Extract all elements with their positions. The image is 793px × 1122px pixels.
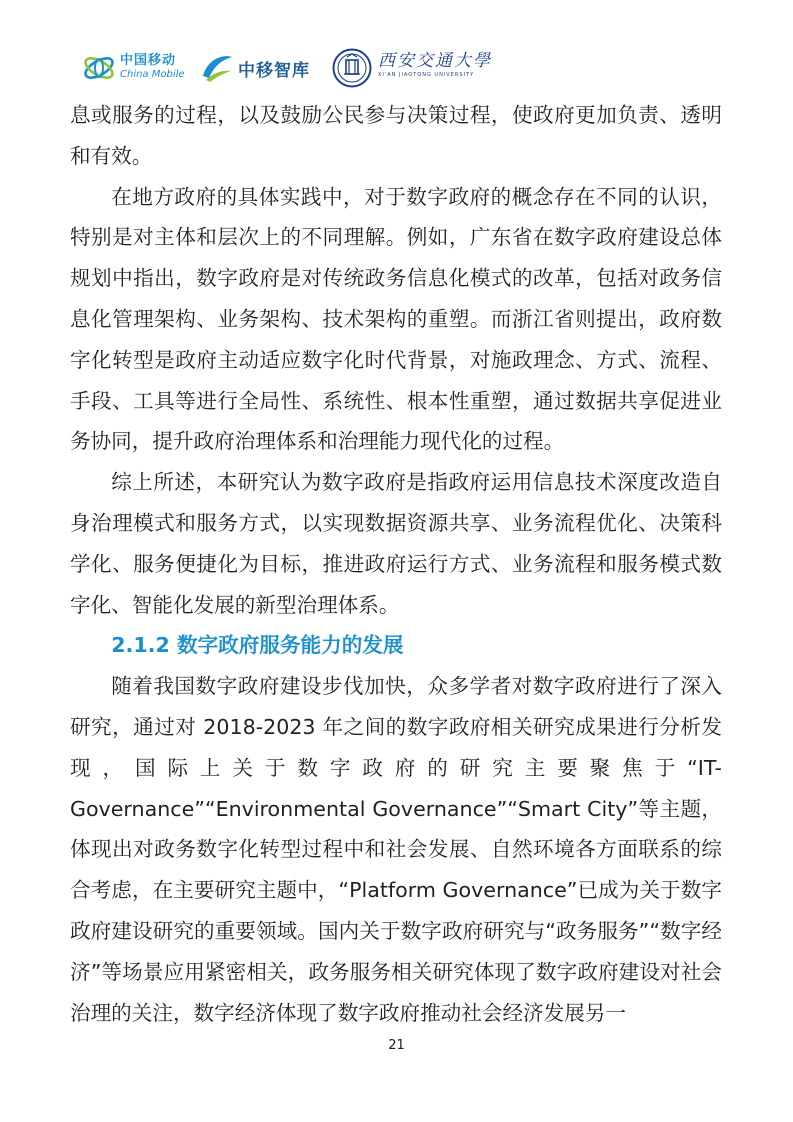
xjtu-wordmark xyxy=(378,51,492,82)
paragraph-summary: 综上所述，本研究认为数字政府是指政府运用信息技术深度改造自身治理模式和服务方式，以实现数据资源共享、业务流程优化、决策科学化、服务便捷化为目标，推进政府运行方式、业务流程和服务模式数字化、智能化发展的新型治理体系。 xyxy=(70,470,722,617)
leaf-swoosh-icon xyxy=(200,54,234,82)
paragraph-local-practice: 在地方政府的具体实践中，对于数字政府的概念存在不同的认识，特别是对主体和层次上的不同理解。例如，广东省在数字政府建设总体规划中指出，数字政府是对传统政务信息化模式的改革，包括对政务信息化管理架构、业务架构、技术架构的重塑。而浙江省则提出，政府数字化转型是政府主动适应数字化时代背景，对施政理念、方式、流程、手段、工具等进行全局性、系统性、根本性重塑，通过数据共享促进业务协同，提升政府治理体系和治理能力现代化的过程。 xyxy=(70,184,722,454)
xjtu-cn: 西安交通大學 xyxy=(378,51,492,71)
xjtu-logo xyxy=(332,48,492,88)
page-header xyxy=(82,48,722,92)
china-mobile-wordmark xyxy=(120,54,185,82)
china-mobile-en: China Mobile xyxy=(120,69,185,80)
section-heading: 2.1.2 数字政府服务能力的发展 xyxy=(111,633,404,658)
zhongyi-think-tank-logo xyxy=(200,54,310,82)
paragraph-continued: 息或服务的过程，以及鼓励公民参与决策过程，使政府更加负责、透明和有效。 xyxy=(70,103,722,168)
page-number: 21 xyxy=(388,1038,405,1053)
paragraph-research-review: 随着我国数字政府建设步伐加快，众多学者对数字政府进行了深入研究，通过对 2018-2023 年之间的数字政府相关研究成果进行分析发现，国际上关于数字政府的研究主要聚焦于“IT-Governance”“Environmental Governance”“Smart City”等主题，体现出对政务数字化转型过程中和社会发展、自然环境各方面联系的综合考虑，在主要研究主题中，“Platform Governance”已成为关于数字政府建设研究的重要领域。国内关于数字政府研究与“政务服务”“数字经济”等场景应用紧密相关，政务服务相关研究体现了数字政府建设对社会治理的关注，数字经济体现了数字政府推动社会经济发展另一 xyxy=(70,674,722,1025)
china-mobile-cn: 中国移动 xyxy=(120,53,177,68)
university-seal-icon xyxy=(332,48,372,88)
china-mobile-logo xyxy=(82,52,185,84)
china-mobile-emblem-icon xyxy=(82,52,116,84)
page-body xyxy=(70,95,722,1033)
xjtu-en: XI'AN JIAOTONG UNIVERSITY xyxy=(378,72,475,78)
zhongyi-name: 中移智库 xyxy=(238,60,310,81)
